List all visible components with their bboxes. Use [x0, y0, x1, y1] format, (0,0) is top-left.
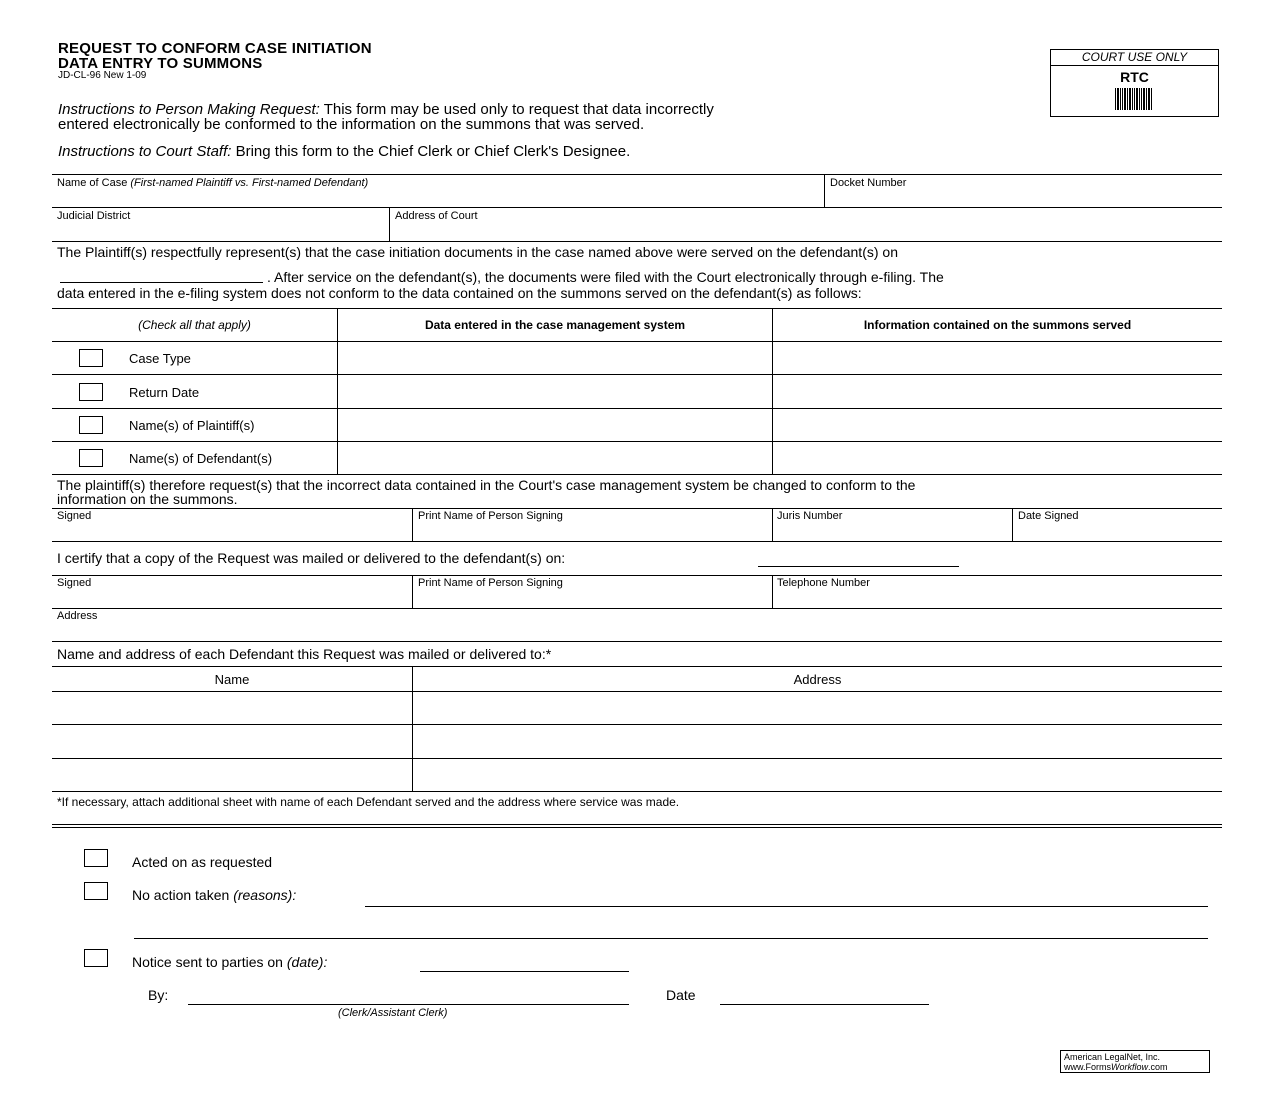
col-summons-header: Information contained on the summons served [863, 318, 1132, 332]
publisher-box [1060, 1050, 1210, 1073]
instructions-person-text-1: This form may be used only to request that data incorrectly [319, 101, 714, 118]
checkbox-notice[interactable] [84, 949, 108, 967]
name-of-case-field[interactable] [52, 188, 822, 207]
row-label-defendants: Name(s) of Defendant(s) [129, 451, 273, 466]
barcode-icon [1115, 88, 1161, 110]
checkbox-plaintiffs[interactable] [79, 416, 103, 434]
checkbox-return-date[interactable] [79, 383, 103, 401]
court-use-code: RTC [1120, 69, 1149, 85]
juris-number-label: Juris Number [777, 510, 843, 522]
instructions-person-label: Instructions to Person Making Request: [58, 101, 320, 118]
print-name-label-1: Print Name of Person Signing [418, 510, 563, 522]
request-line2: information on the summons. [57, 491, 238, 507]
telephone-label: Telephone Number [777, 577, 870, 589]
publisher-line2: www.FormsWorkflow.com [1064, 1062, 1168, 1072]
defendants-footnote: *If necessary, attach additional sheet with name of each Defendant served and the address where service was made. [57, 795, 680, 809]
address-of-court-field[interactable] [391, 222, 1221, 240]
by-label: By: [148, 987, 169, 1003]
reasons-field[interactable] [365, 906, 1208, 907]
publisher-line1: American LegalNet, Inc. [1064, 1052, 1161, 1062]
form-code: JD-CL-96 New 1-09 [58, 70, 147, 81]
instructions-person-text-2: entered electronically be conformed to the information on the summons that was served. [58, 116, 645, 133]
col-entered-header: Data entered in the case management system [424, 318, 686, 332]
reasons-field-2[interactable] [134, 938, 1208, 939]
certify-text: I certify that a copy of the Request was mailed or delivered to the defendant(s) on: [57, 550, 566, 566]
defendants-col-address: Address [793, 672, 842, 687]
row-label-return-date: Return Date [129, 385, 200, 400]
clerk-date-field[interactable] [720, 1004, 929, 1005]
defendants-col-name: Name [214, 672, 250, 687]
statement-line1: The Plaintiff(s) respectfully represent(s) that the case initiation documents in the case named above were served on the defendant(s) on [57, 244, 898, 260]
address-label: Address [57, 610, 98, 622]
request-line1: The plaintiff(s) therefore request(s) that the incorrect data contained in the Court's case management system be changed to conform to the [57, 477, 916, 493]
court-use-label: COURT USE ONLY [1051, 50, 1218, 66]
name-of-case-label: Name of Case (First-named Plaintiff vs. First-named Defendant) [57, 177, 369, 189]
defendants-heading: Name and address of each Defendant this Request was mailed or delivered to:* [57, 646, 552, 662]
col-check-header: (Check all that apply) [138, 318, 251, 332]
checkbox-case-type[interactable] [79, 349, 103, 367]
statement-line2: . After service on the defendant(s), the documents were filed with the Court electronically through e-filing. The [267, 269, 944, 285]
form-title-line2: DATA ENTRY TO SUMMONS [58, 55, 263, 72]
instructions-staff-text: Bring this form to the Chief Clerk or Chief Clerk's Designee. [231, 143, 631, 160]
address-of-court-label: Address of Court [395, 210, 478, 222]
acted-label: Acted on as requested [132, 854, 273, 870]
docket-number-label: Docket Number [830, 177, 907, 189]
court-use-box [1050, 49, 1219, 117]
checkbox-defendants[interactable] [79, 449, 103, 467]
instructions-staff [58, 144, 630, 160]
instructions-staff-label: Instructions to Court Staff: [58, 143, 232, 160]
row-label-plaintiffs: Name(s) of Plaintiff(s) [129, 418, 255, 433]
notice-label: Notice sent to parties on (date): [132, 954, 328, 970]
certify-date-field[interactable] [758, 566, 959, 567]
checkbox-no-action[interactable] [84, 882, 108, 900]
clerk-caption: (Clerk/Assistant Clerk) [338, 1007, 448, 1019]
signed-label-2: Signed [57, 577, 92, 589]
statement-line3: data entered in the e-filing system does not conform to the data contained on the summons served on the defendant(s) as follows: [57, 285, 862, 301]
date-label: Date [666, 987, 696, 1003]
form-title-line1: REQUEST TO CONFORM CASE INITIATION [58, 40, 372, 57]
date-signed-label: Date Signed [1018, 510, 1079, 522]
judicial-district-field[interactable] [52, 222, 387, 240]
notice-date-field[interactable] [420, 971, 629, 972]
print-name-label-2: Print Name of Person Signing [418, 577, 563, 589]
no-action-label: No action taken (reasons): [132, 887, 297, 903]
service-date-field[interactable] [60, 282, 263, 283]
judicial-district-label: Judicial District [57, 210, 131, 222]
docket-number-field[interactable] [826, 188, 1222, 207]
clerk-signature-field[interactable] [188, 1004, 629, 1005]
row-label-case-type: Case Type [129, 351, 191, 366]
signed-label-1: Signed [57, 510, 92, 522]
checkbox-acted[interactable] [84, 849, 108, 867]
